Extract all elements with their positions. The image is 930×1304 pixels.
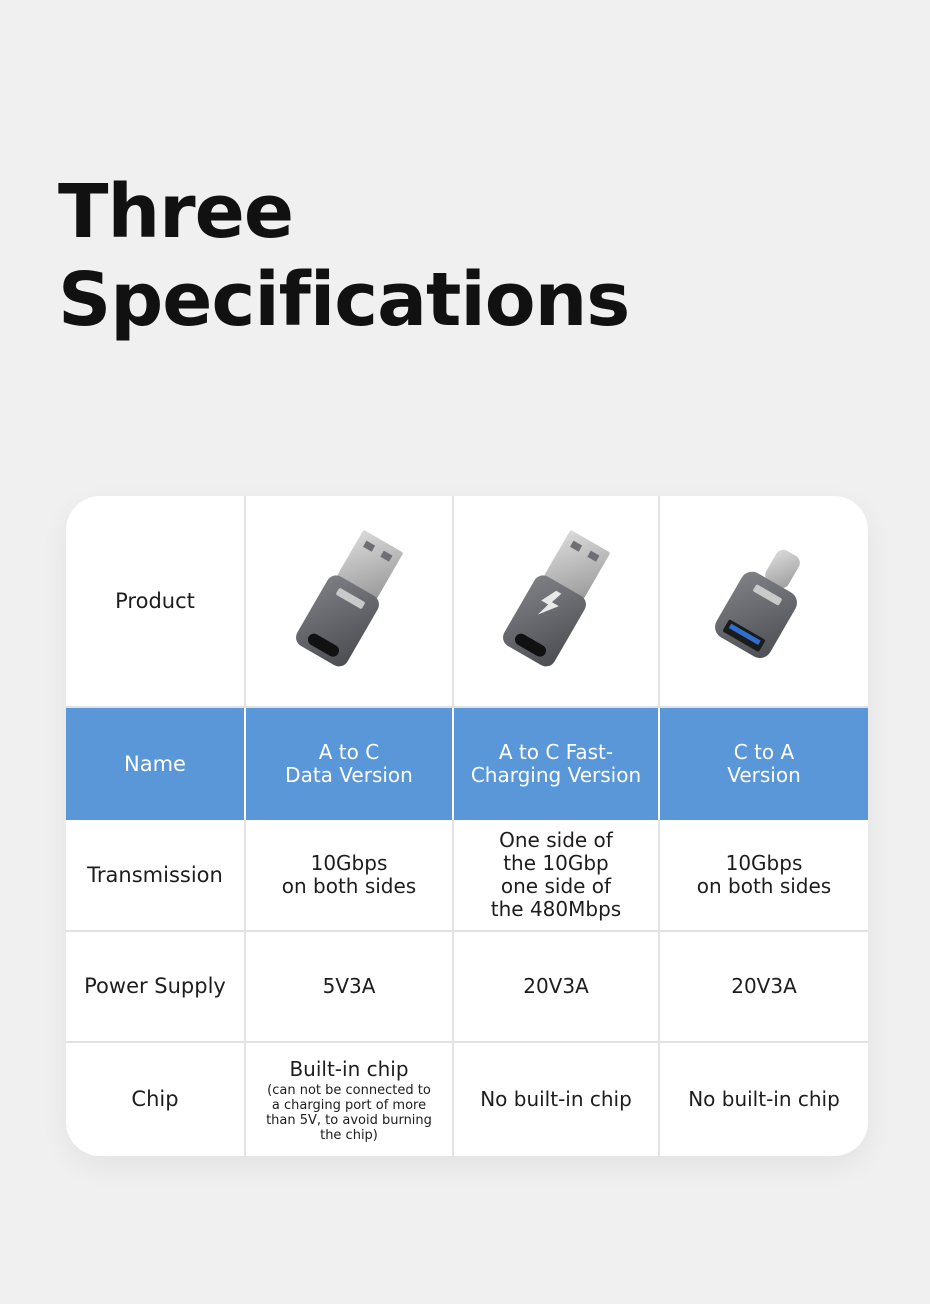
product-image-c-to-a [660, 496, 868, 708]
power-a-to-c-data: 5V3A [246, 932, 454, 1043]
headline-line-1: Three [58, 169, 294, 255]
row-label-name: Name [66, 708, 246, 820]
name-c-to-a: C to A Version [660, 708, 868, 820]
row-label-product: Product [66, 496, 246, 708]
transmission-a-to-c-data: 10Gbps on both sides [246, 820, 454, 932]
usb-a-to-c-fast-adapter-image [481, 526, 631, 676]
usb-c-to-a-adapter-image [689, 526, 839, 676]
row-label-transmission: Transmission [66, 820, 246, 932]
name-a-to-c-data: A to C Data Version [246, 708, 454, 820]
usb-a-to-c-adapter-image [274, 526, 424, 676]
spec-table-card [66, 496, 868, 1156]
page-headline [58, 168, 629, 344]
name-a-to-c-fast: A to C Fast- Charging Version [454, 708, 660, 820]
transmission-c-to-a: 10Gbps on both sides [660, 820, 868, 932]
product-image-a-to-c-data [246, 496, 454, 708]
row-label-chip: Chip [66, 1043, 246, 1156]
chip-value: Built-in chip [289, 1056, 409, 1081]
power-a-to-c-fast: 20V3A [454, 932, 660, 1043]
chip-c-to-a: No built-in chip [688, 1087, 840, 1111]
chip-a-to-c-data [246, 1043, 454, 1156]
spec-table [66, 496, 868, 1156]
headline-line-2: Specifications [58, 257, 630, 343]
row-label-power-supply: Power Supply [66, 932, 246, 1043]
power-c-to-a: 20V3A [660, 932, 868, 1043]
chip-warning-note: (can not be connected to a charging port of more than 5V, to avoid burning the chip) [266, 1082, 432, 1143]
chip-a-to-c-fast: No built-in chip [454, 1043, 660, 1156]
product-image-a-to-c-fast [454, 496, 660, 708]
transmission-a-to-c-fast: One side of the 10Gbp one side of the 480Mbps [454, 820, 660, 932]
